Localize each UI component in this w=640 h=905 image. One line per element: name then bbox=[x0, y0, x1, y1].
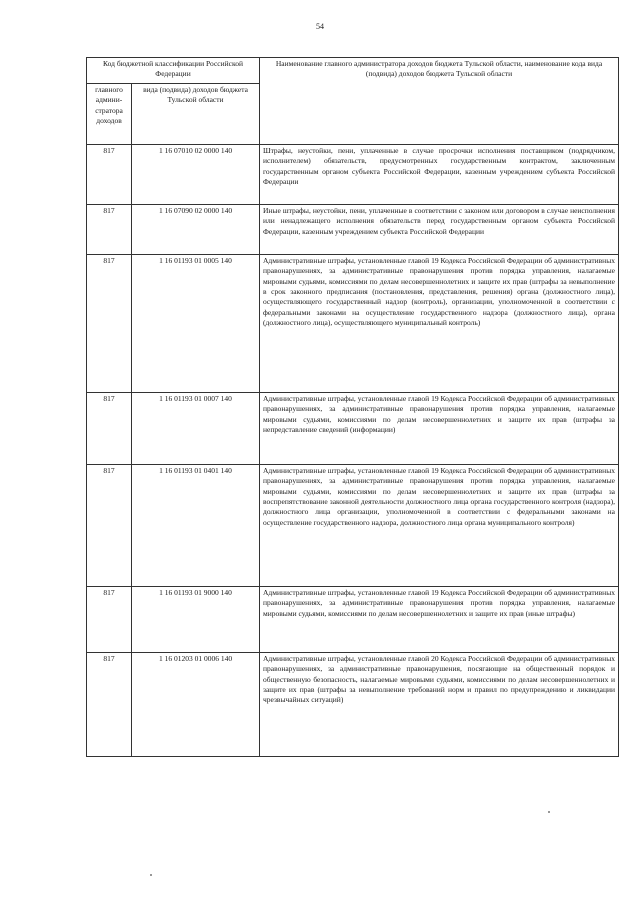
table-row bbox=[87, 465, 619, 587]
page-number: 54 bbox=[316, 22, 324, 31]
admin-code-cell: 817 bbox=[87, 205, 132, 255]
table-row bbox=[87, 145, 619, 205]
revenue-code-cell: 1 16 01193 01 9000 140 bbox=[132, 587, 260, 653]
admin-code-cell: 817 bbox=[87, 587, 132, 653]
table-row bbox=[87, 255, 619, 393]
admin-code-cell: 817 bbox=[87, 653, 132, 757]
admin-code-cell: 817 bbox=[87, 393, 132, 465]
revenue-name-cell: Административные штрафы, установленные главой 19 Кодекса Российской Федерации об административных правонарушениях, за административные правонарушения против порядка управления, налагаемые мировыми судьями, комиссиями по делам несовершеннолетних и защите их прав (штрафы за воспрепятствование законной деятельности должностного лица органа государственного контроля (надзора), должностного лица организации, уполномоченной в соответствии с федеральными законами на осуществление государственного надзора, должностного лица органа муниципального контроля) bbox=[260, 465, 619, 587]
revenue-code-cell: 1 16 01193 01 0007 140 bbox=[132, 393, 260, 465]
table-row bbox=[87, 205, 619, 255]
scan-artifact bbox=[548, 811, 550, 813]
header-revenue-column: вида (подвида) доходов бюджета Тульской области bbox=[132, 84, 260, 145]
table-row bbox=[87, 653, 619, 757]
revenue-name-cell: Штрафы, неустойки, пени, уплаченные в случае просрочки исполнения поставщиком (подрядчиком, исполнителем) обязательств, предусмотренных государственным контрактом, заключенным государственным органом субъекта Российской Федерации, казенным учреждением субъекта Российской Федерации bbox=[260, 145, 619, 205]
revenue-name-cell: Административные штрафы, установленные главой 19 Кодекса Российской Федерации об административных правонарушениях, за административные правонарушения против порядка управления, налагаемые мировыми судьями, комиссиями по делам несовершеннолетних и защите их прав (штрафы за невыполнение в срок законного предписания (постановления, представления, решения) органа (должностного лица), осуществляющего государственный надзор (контроль), организации, уполномоченной в соответствии с федеральными законами на осуществление государственного надзора (должностного лица), органа (должностного лица), осуществляющего муниципальный контроль) bbox=[260, 255, 619, 393]
admin-code-cell: 817 bbox=[87, 145, 132, 205]
revenue-code-cell: 1 16 01203 01 0006 140 bbox=[132, 653, 260, 757]
revenue-code-cell: 1 16 07090 02 0000 140 bbox=[132, 205, 260, 255]
table-row bbox=[87, 587, 619, 653]
revenue-name-cell: Иные штрафы, неустойки, пени, уплаченные в соответствии с законом или договором в случае неисполнения или ненадлежащего исполнения обязательств перед государственным органом субъекта Российской Федерации, казенным учреждением субъекта Российской Федерации bbox=[260, 205, 619, 255]
admin-code-cell: 817 bbox=[87, 255, 132, 393]
revenue-code-cell: 1 16 07010 02 0000 140 bbox=[132, 145, 260, 205]
header-name-column: Наименование главного администратора доходов бюджета Тульской области, наименование кода вида (подвида) доходов бюджета Тульской области bbox=[260, 58, 619, 145]
revenue-name-cell: Административные штрафы, установленные главой 19 Кодекса Российской Федерации об административных правонарушениях, за административные правонарушения против порядка управления, налагаемые мировыми судьями, комиссиями по делам несовершеннолетних и защите их прав (штрафы за непредставление сведений (информации) bbox=[260, 393, 619, 465]
revenue-code-cell: 1 16 01193 01 0005 140 bbox=[132, 255, 260, 393]
revenue-name-cell: Административные штрафы, установленные главой 20 Кодекса Российской Федерации об административных правонарушениях, за административные правонарушения, посягающие на общественный порядок и общественную безопасность, налагаемые мировыми судьями, комиссиями по делам несовершеннолетних и защите их прав (штрафы за невыполнение требований норм и правил по предупреждению и ликвидации чрезвычайных ситуаций) bbox=[260, 653, 619, 757]
revenue-name-cell: Административные штрафы, установленные главой 19 Кодекса Российской Федерации об административных правонарушениях, за административные правонарушения против порядка управления, налагаемые мировыми судьями, комиссиями по делам несовершеннолетних и защите их прав (иные штрафы) bbox=[260, 587, 619, 653]
header-code-group: Код бюджетной классификации Российской Федерации bbox=[87, 58, 260, 84]
revenue-code-cell: 1 16 01193 01 0401 140 bbox=[132, 465, 260, 587]
budget-classification-table bbox=[86, 57, 619, 757]
admin-code-cell: 817 bbox=[87, 465, 132, 587]
header-admin-column: главного админи-стратора доходов bbox=[87, 84, 132, 145]
scan-artifact bbox=[150, 874, 152, 876]
table-row bbox=[87, 393, 619, 465]
